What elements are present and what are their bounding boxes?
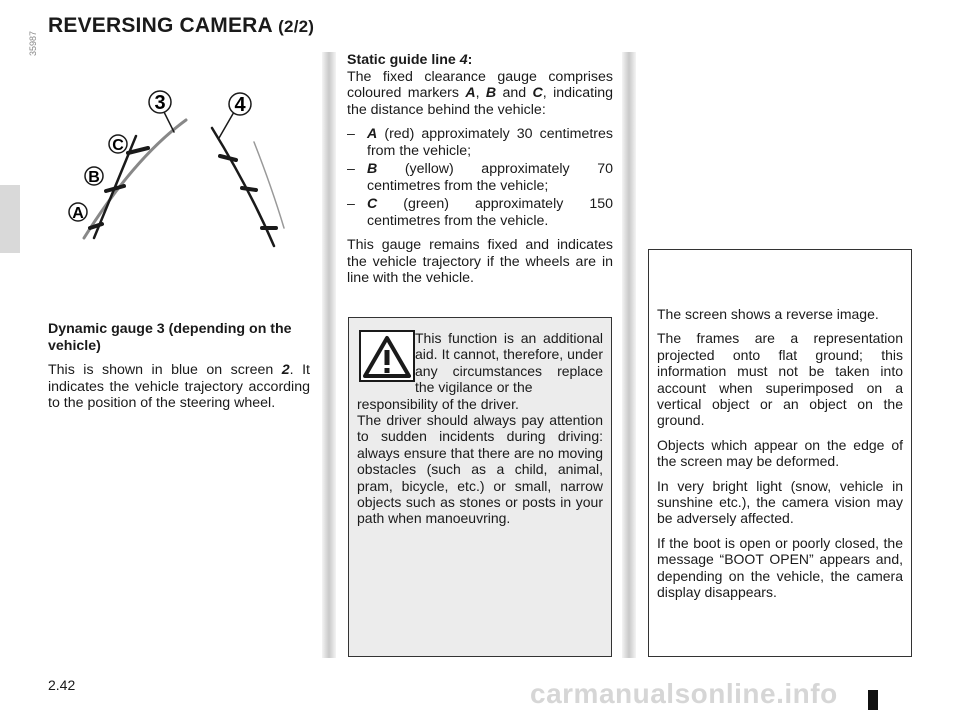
marker-c-right [220, 156, 236, 160]
marker-b-right [242, 188, 256, 190]
page-title [48, 14, 314, 38]
callout-a: A [72, 205, 84, 222]
figure-id: 35987 [28, 30, 38, 56]
dynamic-gauge-heading: Dynamic gauge 3 (depending on the vehicle) [48, 321, 292, 354]
section-tab [0, 185, 20, 253]
info-paragraph: The screen shows a reverse image. [657, 306, 879, 322]
info-paragraph: If the boot is open or poorly closed, the message “BOOT OPEN” appears and, depending on the vehicle, the camera display disappears. [657, 534, 903, 601]
gauge-note: This gauge remains fixed and indicates the vehicle trajectory if the wheels are in line with the vehicle. [347, 237, 613, 286]
list-item: – C (green) approximately 150 centimetres from the vehicle. [347, 196, 613, 229]
info-paragraph: In very bright light (snow, vehicle in sunshine etc.), the camera vision may be adversely affected. [657, 477, 903, 527]
dynamic-gauge-section [48, 321, 310, 412]
warning-box [348, 317, 612, 657]
callout-c: C [112, 137, 124, 154]
marker-b-left [106, 186, 124, 191]
static-guide-intro: The fixed clearance gauge comprises coloured markers A, B and C, indicating the distance behind the vehicle: [347, 68, 614, 118]
warning-body: The driver should always pay attention to sudden incidents during driving: always ensure that there are no moving obstacles (such as a child, animal, pram, bicycle, etc.) or small, narrow objects such as stones or posts in your path when manoeuvring. [357, 412, 603, 527]
column-divider-left [322, 52, 336, 658]
list-item: – A (red) approximately 30 centimetres from the vehicle; [347, 126, 613, 159]
warning-text [357, 330, 603, 527]
callout-leader-4 [219, 112, 234, 138]
watermark: carmanualsonline.info [530, 678, 838, 709]
list-item: – B (yellow) approximately 70 centimetres from the vehicle; [347, 161, 613, 194]
page-title-part: (2/2) [278, 17, 315, 36]
footer-mark [868, 690, 878, 710]
static-guide-heading: Static guide line 4: [347, 52, 473, 68]
info-paragraph: Objects which appear on the edge of the screen may be deformed. [657, 436, 903, 470]
info-paragraph: The frames are a representation projected onto flat ground; this information must not be taken into account when superimposed on a vertical object or an object on the ground. [657, 330, 903, 429]
static-guide-line-right-outer [254, 142, 284, 228]
page-title-main: REVERSING CAMERA [48, 14, 273, 37]
info-box [648, 249, 912, 657]
reversing-camera-guide-illustration [44, 78, 314, 268]
callout-b: B [88, 169, 100, 186]
info-text [657, 306, 903, 609]
dynamic-gauge-body: This is shown in blue on screen 2. It indicates the vehicle trajectory according to the position of the steering wheel. [48, 362, 310, 411]
warning-lead: This function is an additional aid. It cannot, therefore, under any circumstances replace the vigilance or the [415, 330, 603, 396]
page-number: 2.42 [48, 677, 76, 693]
marker-list [347, 126, 613, 229]
warning-rest: responsibility of the driver. [357, 395, 519, 412]
callout-4: 4 [234, 94, 246, 116]
column-divider-right [622, 52, 636, 658]
callout-3: 3 [154, 92, 166, 114]
static-guide-section [347, 52, 613, 295]
